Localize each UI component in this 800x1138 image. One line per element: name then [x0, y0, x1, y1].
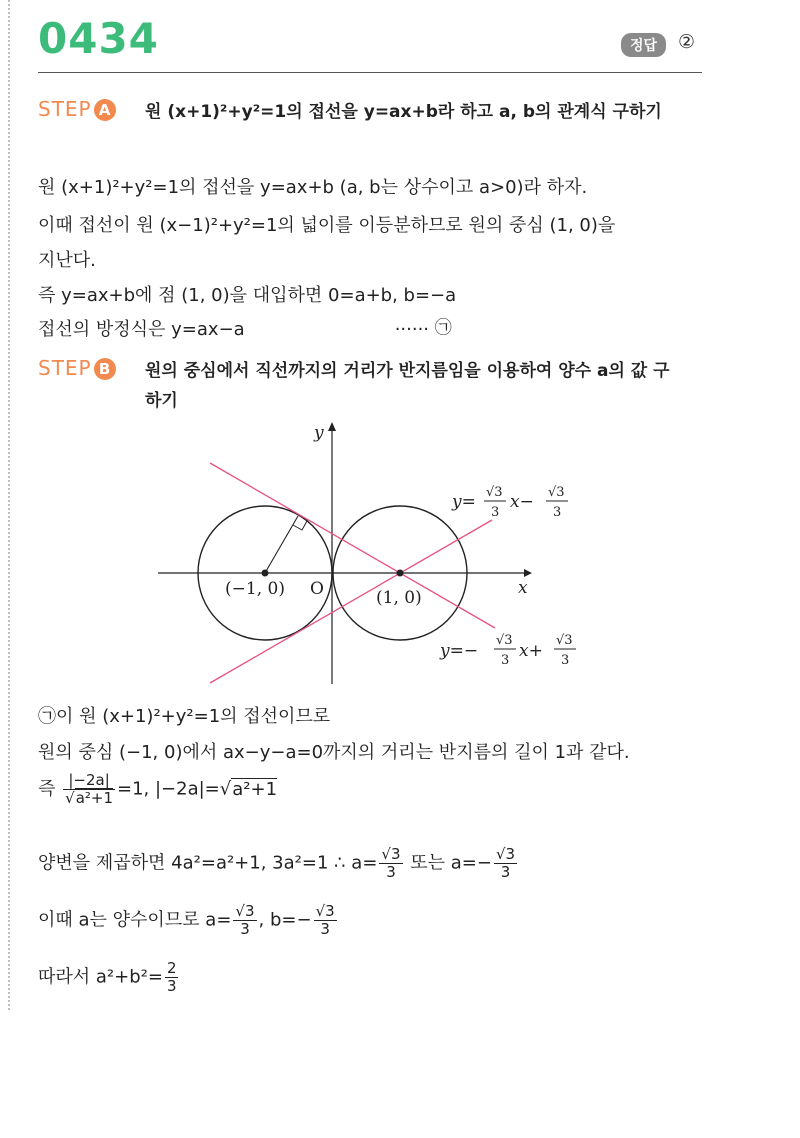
lower-line-coef-num: √3 [496, 633, 513, 648]
step-b-line-3 [38, 772, 277, 807]
origin-label: O [310, 579, 324, 599]
line4-num-2: √3 [495, 845, 516, 863]
lower-line-const-num: √3 [556, 633, 573, 648]
step-b-label [38, 356, 116, 380]
step-a-label-text: STEP [38, 97, 92, 121]
header-rule [38, 72, 702, 73]
lower-line-coef-den: 3 [501, 653, 510, 668]
line3-prefix: 즉 [38, 778, 56, 800]
y-axis-label: y [314, 423, 324, 443]
step-b-title: 원의 중심에서 직선까지의 거리가 반지름임을 이용하여 양수 a의 값 구하기 [145, 361, 670, 411]
line6-text: 따라서 a²+b²= [38, 966, 163, 988]
tangent-figure [0, 418, 800, 698]
step-a-line-1: 원 (x+1)²+y²=1의 접선을 y=ax+b (a, b는 상수이고 a>0)라 하자. [38, 177, 588, 198]
step-a-label [38, 97, 116, 121]
right-center-point [397, 570, 404, 577]
distance-fraction [63, 772, 115, 807]
lower-line-const-den: 3 [561, 653, 570, 668]
line4-den-2: 3 [500, 863, 511, 881]
line4-mid: 또는 a=− [404, 852, 492, 874]
upper-line-mid: x− [510, 492, 534, 512]
step-b-line-1: ㉠이 원 (x+1)²+y²=1의 접선이므로 [38, 706, 331, 727]
distance-denominator: √a²+1 [65, 789, 114, 807]
line5-num-1: √3 [235, 902, 255, 920]
step-b-label-text: STEP [38, 356, 92, 380]
step-a-line-2: 이때 접선이 원 (x−1)²+y²=1의 넓이를 이등분하므로 원의 중심 (1, 0)을 [38, 215, 616, 236]
step-b-circle: B [94, 358, 116, 380]
line4-fraction-2 [494, 846, 517, 881]
lower-line-prefix: y=− [440, 641, 479, 661]
x-axis-label: x [518, 578, 528, 598]
line4-fraction-1 [379, 846, 402, 881]
upper-line-const-den: 3 [553, 505, 562, 520]
radius-segment [265, 516, 298, 573]
answer-value: ② [678, 31, 696, 53]
line4-den-1: 3 [386, 863, 396, 881]
step-b-line-6 [38, 960, 180, 995]
step-a-line-5 [38, 315, 452, 341]
line4-num-1: √3 [381, 845, 401, 863]
line5-den-1: 3 [240, 920, 250, 938]
upper-tangent-line [210, 463, 495, 628]
step-b-line-4 [38, 846, 519, 881]
final-answer-num: 2 [166, 959, 177, 977]
line5-fraction-2 [314, 903, 337, 938]
line3-sqrt-radicand: a²+1 [232, 778, 278, 800]
step-b-line-2: 원의 중심 (−1, 0)에서 ax−y−a=0까지의 거리는 반지름의 길이 1과 같다. [38, 742, 630, 763]
line3-sqrt: √a²+1 [219, 778, 278, 800]
right-angle-mark [293, 521, 307, 530]
tangent-equation: 접선의 방정식은 y=ax−a [38, 319, 245, 340]
right-center-label: (1, 0) [376, 588, 422, 608]
lower-line-mid: x+ [519, 641, 543, 661]
upper-line-const-num: √3 [548, 485, 565, 500]
step-a-title: 원 (x+1)²+y²=1의 접선을 y=ax+b라 하고 a, b의 관계식 구하기 [145, 102, 662, 122]
line5-text: 이때 a는 양수이므로 a= [38, 909, 232, 931]
line5-mid: , b=− [258, 909, 312, 931]
line5-fraction-1 [233, 903, 256, 938]
upper-line-coef-den: 3 [491, 505, 500, 520]
upper-line-coef-num: √3 [486, 485, 503, 500]
line5-num-2: √3 [315, 902, 335, 920]
x-axis-arrow [524, 569, 532, 577]
step-b-line-5 [38, 903, 339, 938]
step-a-line-4: 즉 y=ax+b에 점 (1, 0)을 대입하면 0=a+b, b=−a [38, 285, 457, 306]
equation-mark: ㉠ [434, 318, 452, 338]
line3-rest: =1, |−2a|= [117, 778, 220, 800]
answer-badge: 정답 [621, 33, 666, 57]
dots: ······ [394, 319, 430, 340]
final-answer-fraction [165, 960, 179, 995]
step-a-line-3: 지난다. [38, 250, 96, 271]
distance-numerator: |−2a| [63, 772, 115, 790]
upper-line-prefix: y= [452, 492, 476, 512]
final-answer-den: 3 [166, 977, 177, 995]
left-center-label: (−1, 0) [225, 579, 285, 599]
line5-den-2: 3 [320, 920, 330, 938]
distance-denominator-radicand: a²+1 [75, 789, 114, 807]
problem-number: 0434 [38, 14, 159, 63]
left-center-point [262, 570, 269, 577]
line4-text: 양변을 제곱하면 4a²=a²+1, 3a²=1 ∴ a= [38, 852, 378, 874]
y-axis-arrow [328, 422, 336, 431]
step-a-circle: A [94, 99, 116, 121]
